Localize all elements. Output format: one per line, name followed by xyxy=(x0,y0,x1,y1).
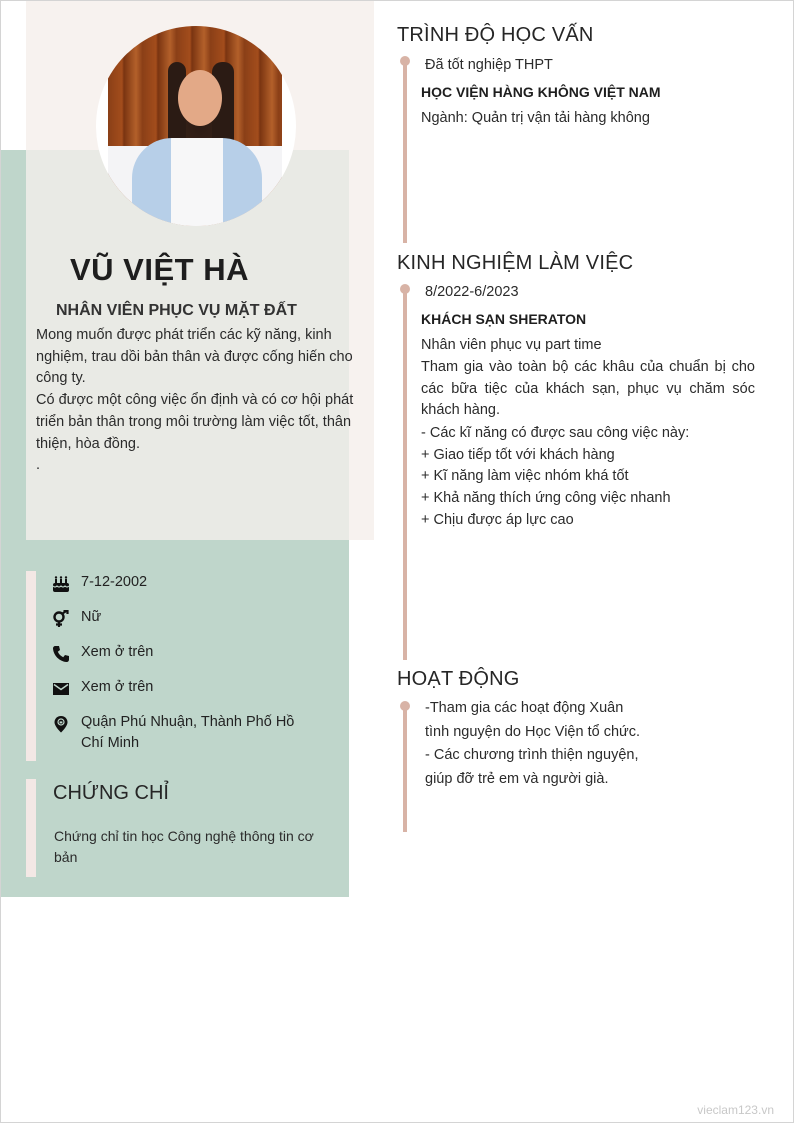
contact-birthday xyxy=(52,574,332,609)
envelope-icon xyxy=(52,680,70,698)
experience-period: 8/2022-6/2023 xyxy=(425,284,519,300)
phone-value: Xem ở trên xyxy=(81,644,154,660)
activities-heading: HOẠT ĐỘNG xyxy=(397,668,520,690)
career-objective xyxy=(36,325,354,477)
activity-line: giúp đỡ trẻ em và người già. xyxy=(425,770,609,787)
avatar xyxy=(96,26,296,226)
skills-header: - Các kĩ năng có được sau công việc này: xyxy=(421,425,690,441)
activities-list xyxy=(425,697,665,791)
profile-photo xyxy=(108,26,282,226)
objective-paragraph: Mong muốn được phát triển các kỹ năng, kinh nghiệm, trau dồi bản thân và được cống hiến cho công ty. xyxy=(36,327,353,387)
experience-company: KHÁCH SẠN SHERATON xyxy=(421,311,587,327)
objective-paragraph: . xyxy=(36,457,41,474)
experience-timeline-bar xyxy=(403,288,407,660)
job-title: NHÂN VIÊN PHỤC VỤ MẶT ĐẤT xyxy=(56,302,297,319)
skill-item: + Chịu được áp lực cao xyxy=(421,511,574,528)
skill-item: + Giao tiếp tốt với khách hàng xyxy=(421,446,615,463)
experience-timeline-dot xyxy=(400,284,410,294)
contact-gender xyxy=(52,609,332,644)
address-value: Quận Phú Nhuận, Thành Phố Hồ Chí Minh xyxy=(81,714,295,751)
certificates-heading: CHỨNG CHỈ xyxy=(53,782,169,804)
contact-info-list xyxy=(52,574,332,754)
objective-paragraph: Có được một công việc ổn định và có cơ hội phát triển bản thân trong môi trường làm việc tốt, thân thiện, hòa đồng. xyxy=(36,392,354,452)
certificates-accent-bar xyxy=(26,779,36,877)
contact-phone xyxy=(52,644,332,679)
activities-timeline-bar xyxy=(403,705,407,832)
education-heading: TRÌNH ĐỘ HỌC VẤN xyxy=(397,24,594,46)
skill-item: + Khả năng thích ứng công việc nhanh xyxy=(421,490,671,507)
certificate-item: Chứng chỉ tin học Công nghệ thông tin cơ bản xyxy=(54,828,314,865)
activity-line: - Các chương trình thiện nguyện, xyxy=(425,747,639,763)
activities-timeline-dot xyxy=(400,701,410,711)
watermark: vieclam123.vn xyxy=(697,1103,774,1117)
education-major: Ngành: Quản trị vận tải hàng không xyxy=(421,110,650,126)
phone-icon xyxy=(52,645,70,663)
map-pin-icon xyxy=(52,715,70,733)
email-value: Xem ở trên xyxy=(81,679,154,695)
experience-position: Nhân viên phục vụ part time xyxy=(421,337,602,353)
contact-email xyxy=(52,679,332,714)
candidate-name: VŨ VIỆT HÀ xyxy=(70,252,249,287)
experience-skills xyxy=(421,423,689,532)
skill-item: + Kĩ năng làm việc nhóm khá tốt xyxy=(421,468,629,485)
activity-line: tình nguyện do Học Viện tổ chức. xyxy=(425,723,640,740)
contact-address xyxy=(52,714,332,754)
education-timeline-dot xyxy=(400,56,410,66)
gender-value: Nữ xyxy=(81,609,102,625)
gender-icon xyxy=(52,610,70,628)
experience-description: Tham gia vào toàn bộ các khâu của chuẩn bị cho các bữa tiệc của khách sạn, phục vụ chăm sóc khách hàng. xyxy=(421,359,755,419)
education-timeline-bar xyxy=(403,60,407,243)
activity-line: -Tham gia các hoạt động Xuân xyxy=(425,700,624,716)
birthday-cake-icon xyxy=(52,575,70,593)
education-school: HỌC VIỆN HÀNG KHÔNG VIỆT NAM xyxy=(421,84,661,100)
contact-accent-bar xyxy=(26,571,36,761)
experience-heading: KINH NGHIỆM LÀM VIỆC xyxy=(397,252,634,274)
education-period: Đã tốt nghiệp THPT xyxy=(425,57,553,73)
birthday-value: 7-12-2002 xyxy=(81,574,148,590)
